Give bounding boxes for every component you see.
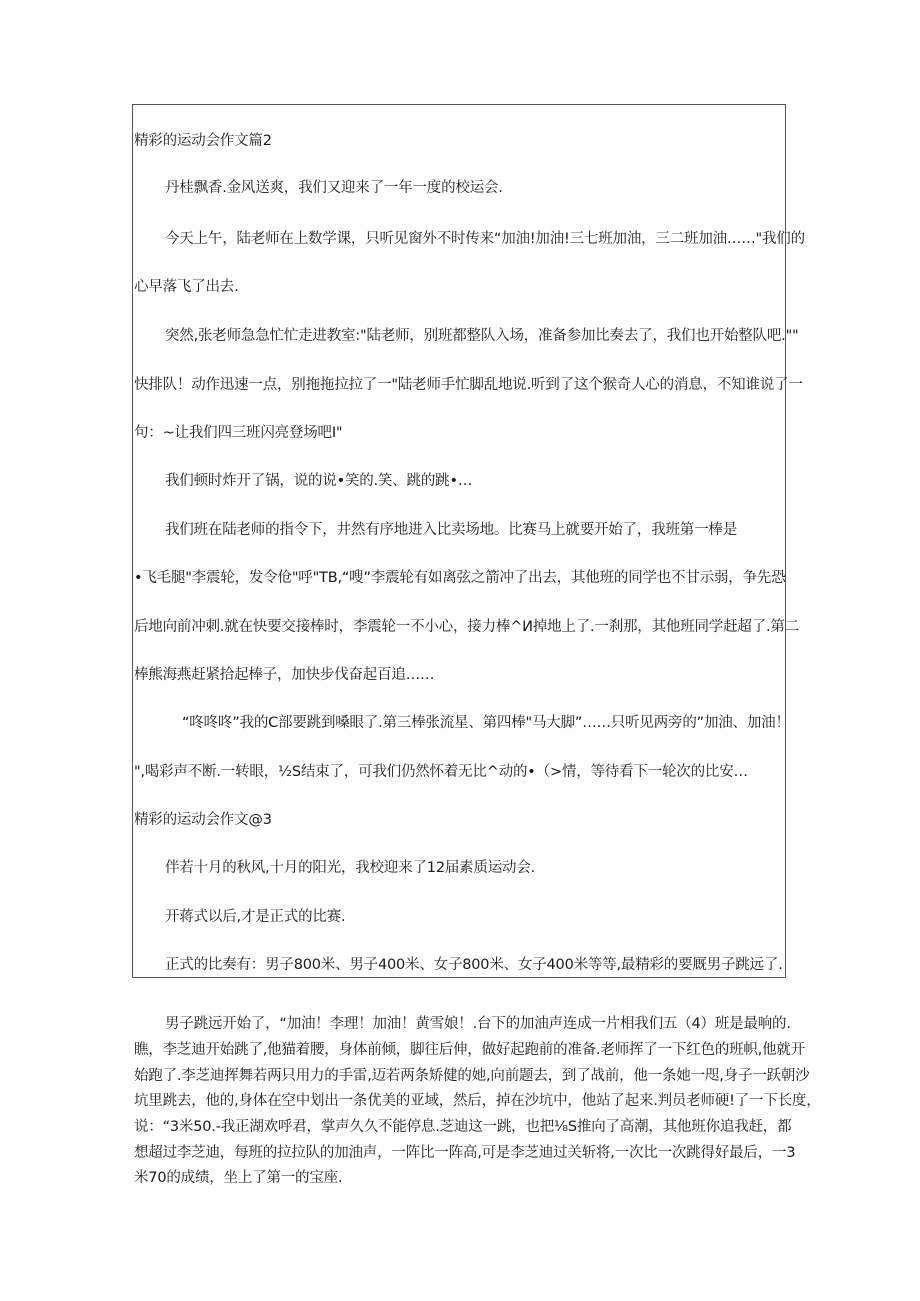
paragraph-line: 想超过李芝迪，每班的拉拉队的加油声，一阵比一阵高,可是李芝迪过关斩将,一次比一次跳得好最后，一3 — [134, 1145, 796, 1161]
section-heading-3: 精彩的运动会作文@3 — [134, 812, 272, 828]
section-heading-2: 精彩的运动会作文篇2 — [134, 133, 272, 149]
paragraph-line: 棒熊海燕赶紧拾起棒子，加快步伐奋起百追…… — [134, 667, 435, 683]
paragraph-line: 心早落飞了出去. — [134, 279, 239, 295]
paragraph-line: 后地向前冲刺.就在快要交接棒时，李震轮一不小心，接力棒^И掉地上了.一刹那，其他班同学赶超了.第二 — [134, 619, 800, 635]
paragraph-line: 说：“3米50.-我正湖欢呼君，掌声久久不能停息.芝迪这一跳，也把⅛S推向了高潮，其他班你追我赶，都 — [134, 1119, 792, 1135]
paragraph-line: 始跑了.李芝迪挥舞若两只用力的手雷,迈若两条矫健的她,向前题去，到了战前，他一条她一咫,身子一跃朝沙 — [134, 1068, 810, 1084]
paragraph-line: 我们班在陆老师的指令下，井然有序地进入比卖场地。比赛马上就要开始了，我班第一棒是 — [165, 522, 737, 538]
paragraph-line: 开蒋式以后,才是正式的比赛. — [165, 909, 346, 925]
paragraph-line: 突然,张老师急急忙忙走进教室:"陆老师，别班都整队入场，准备参加比奏去了，我们也开始整队吧."" — [165, 328, 799, 344]
paragraph-line: 我们顿时炸开了锅，说的说•笑的.笑、跳的跳•… — [165, 473, 473, 489]
paragraph-line: 正式的比奏有：男子800米、男子400米、女子800米、女子400米等等,最精彩的要厩男子跳远了. — [165, 957, 783, 973]
paragraph-line: 米70的成绩，坐上了第一的宝座. — [134, 1170, 343, 1186]
paragraph-line: “咚咚咚”我的C部要跳到嗓眼了.第三棒张流星、第四棒"马大脚”……只听见两旁的”加油、加油！ — [182, 715, 790, 731]
paragraph-line: •飞毛腿"李震轮，发令伧"呼"TB,“嗖”李震轮有如离弦之箭冲了出去，其他班的同学也不甘示弱，争先恐 — [134, 570, 786, 586]
paragraph-line: 瞧，李芝迪开始跳了,他猫着腰，身体前倾，脚往后伸，做好起跑前的准备.老师挥了一下红色的班帜,他就开 — [134, 1042, 806, 1058]
paragraph-line: 今天上午，陆老师在上数学课，只听见窗外不时传来“加油!加油!三七班加油，三二班加油……"我们的 — [165, 231, 805, 247]
paragraph-line: ",喝彩声不断.一转眼，½S结束了，可我们仍然怀着无比^动的•（>情，等待看下一轮次的比安… — [134, 764, 748, 780]
paragraph-line: 坑里跳去，他的,身体在空中划出一条优美的亚域，然后，掉在沙坑中，他站了起来.判员老师硬!了一下长度， — [134, 1093, 821, 1109]
paragraph-line: 丹桂飘香.金风送爽，我们又迎来了一年一度的校运会. — [165, 180, 503, 196]
paragraph-line: 句：~让我们四三班闪亮登场吧I" — [134, 425, 343, 441]
paragraph-line: 快排队！动作迅速一点，别拖拖拉拉了一"陆老师手忙脚乱地说.听到了这个猴奇人心的消息，不知谁说了一 — [134, 377, 803, 393]
paragraph-line: 伴若十月的秋风,十月的阳光，我校迎来了12届素质运动会. — [165, 860, 536, 876]
paragraph-line: 男子跳远开始了，“加油！李理！加油！黄雪娘！.台下的加油声连成一片相我们五（4）班是最响的. — [165, 1016, 791, 1032]
